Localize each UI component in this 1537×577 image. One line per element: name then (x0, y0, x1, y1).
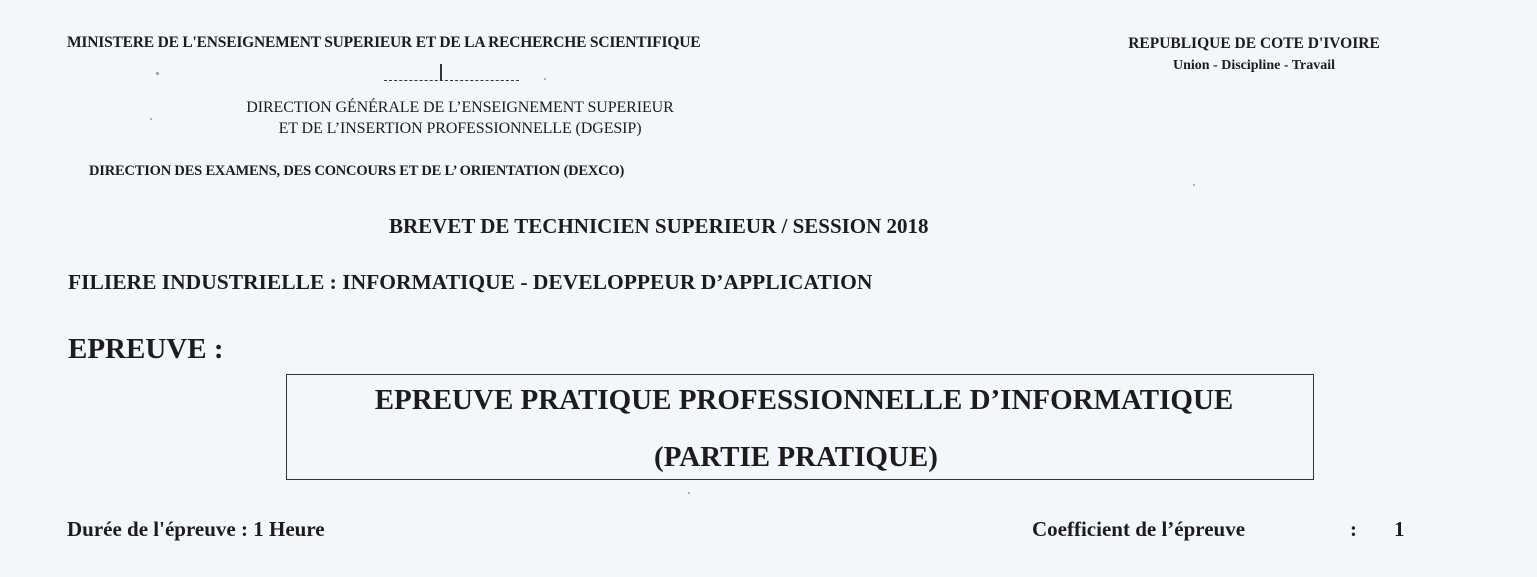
dexco-heading: DIRECTION DES EXAMENS, DES CONCOURS ET DE L’ ORIENTATION (DEXCO) (89, 163, 625, 179)
scan-speck (156, 72, 159, 75)
epreuve-title-line2: (PARTIE PRATIQUE) (654, 441, 938, 473)
dgesip-heading-line1: DIRECTION GÉNÉRALE DE L’ENSEIGNEMENT SUPERIEUR (246, 99, 674, 116)
coefficient-label: Coefficient de l’épreuve (1032, 517, 1246, 541)
epreuve-title-line1: EPREUVE PRATIQUE PROFESSIONNELLE D’INFORMATIQUE (374, 384, 1234, 416)
separator-tick (440, 64, 442, 80)
scan-speck (1193, 184, 1195, 186)
scan-speck (544, 78, 546, 80)
exam-duration: Durée de l'épreuve : 1 Heure (67, 517, 325, 541)
national-motto: Union - Discipline - Travail (1172, 58, 1336, 73)
republic-heading: REPUBLIQUE DE COTE D'IVOIRE (1128, 35, 1380, 52)
scan-speck (688, 492, 690, 494)
coefficient-value: 1 (1394, 517, 1405, 541)
epreuve-label: EPREUVE : (68, 333, 224, 365)
ministry-heading: MINISTERE DE L'ENSEIGNEMENT SUPERIEUR ET DE LA RECHERCHE SCIENTIFIQUE (67, 34, 701, 51)
coefficient-colon: : (1350, 517, 1357, 541)
session-title: BREVET DE TECHNICIEN SUPERIEUR / SESSION 2018 (389, 214, 929, 238)
dgesip-heading-line2: ET DE L’INSERTION PROFESSIONNELLE (DGESIP) (278, 120, 642, 137)
separator-dashes (384, 80, 519, 81)
scan-speck (150, 118, 152, 120)
filiere-line: FILIERE INDUSTRIELLE : INFORMATIQUE - DEVELOPPEUR D’APPLICATION (68, 270, 873, 294)
